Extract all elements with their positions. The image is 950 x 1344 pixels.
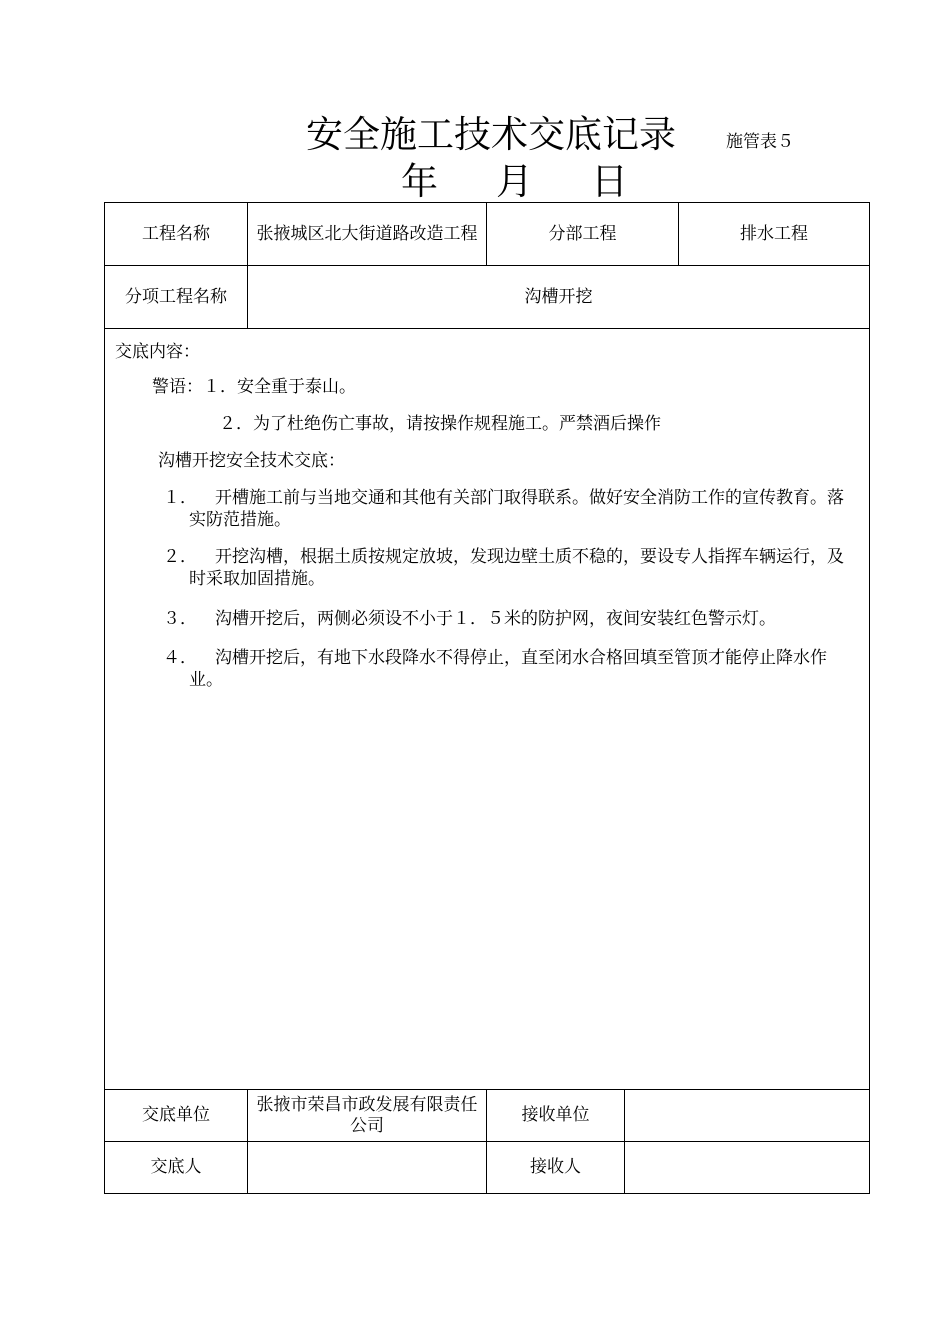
list-item-number: １．: [163, 488, 197, 508]
briefing-record-table: [104, 202, 870, 1194]
form-number: 施管表５: [726, 132, 794, 152]
briefing-content: [105, 329, 870, 1090]
warning-line-1: 警语：１．安全重于泰山。: [152, 377, 356, 397]
receiver-unit-value: [625, 1090, 870, 1142]
list-item: [163, 546, 853, 592]
list-item-text: 开槽施工前与当地交通和其他有关部门取得联系。做好安全消防工作的宣传教育。落实防范措施。: [189, 488, 844, 530]
receiver-unit-label: 接收单位: [487, 1090, 625, 1142]
receiver-person-value: [625, 1142, 870, 1194]
date-year-label: 年: [401, 160, 438, 203]
list-item-text: 沟槽开挖后，有地下水段降水不得停止，直至闭水合格回填至管顶才能停止降水作业。: [189, 648, 827, 690]
date-day-label: 日: [591, 160, 628, 203]
issuer-unit-value: 张掖市荣昌市政发展有限责任公司: [248, 1090, 487, 1142]
receiver-person-label: 接收人: [487, 1142, 625, 1194]
date-month-label: 月: [496, 160, 533, 203]
list-item-text: 开挖沟槽，根据土质按规定放坡，发现边壁土质不稳的，要设专人指挥车辆运行，及时采取加固措施。: [189, 547, 844, 589]
issuer-person-label: 交底人: [105, 1142, 248, 1194]
subitem-label: 分项工程名称: [105, 266, 248, 329]
list-item: [163, 487, 853, 533]
division-label: 分部工程: [487, 203, 679, 266]
issuer-person-value: [248, 1142, 487, 1194]
subitem-value: 沟槽开挖: [248, 266, 870, 329]
list-item-number: ４．: [163, 648, 197, 668]
list-item-text: 沟槽开挖后，两侧必须设不小于１．５米的防护网，夜间安装红色警示灯。: [215, 609, 776, 629]
project-name-label: 工程名称: [105, 203, 248, 266]
date-line: [401, 160, 628, 204]
document-title: 安全施工技术交底记录: [306, 113, 676, 156]
list-item-number: ２．: [163, 547, 197, 567]
list-item: [163, 647, 853, 693]
list-item: [163, 608, 853, 632]
content-label: 交底内容：: [115, 342, 200, 362]
division-value: 排水工程: [679, 203, 870, 266]
section-title: 沟槽开挖安全技术交底：: [158, 451, 345, 471]
issuer-unit-label: 交底单位: [105, 1090, 248, 1142]
warning-line-2: ２．为了杜绝伤亡事故，请按操作规程施工。严禁酒后操作: [219, 414, 661, 434]
list-item-number: ３．: [163, 609, 197, 629]
project-name-value: 张掖城区北大街道路改造工程: [248, 203, 487, 266]
